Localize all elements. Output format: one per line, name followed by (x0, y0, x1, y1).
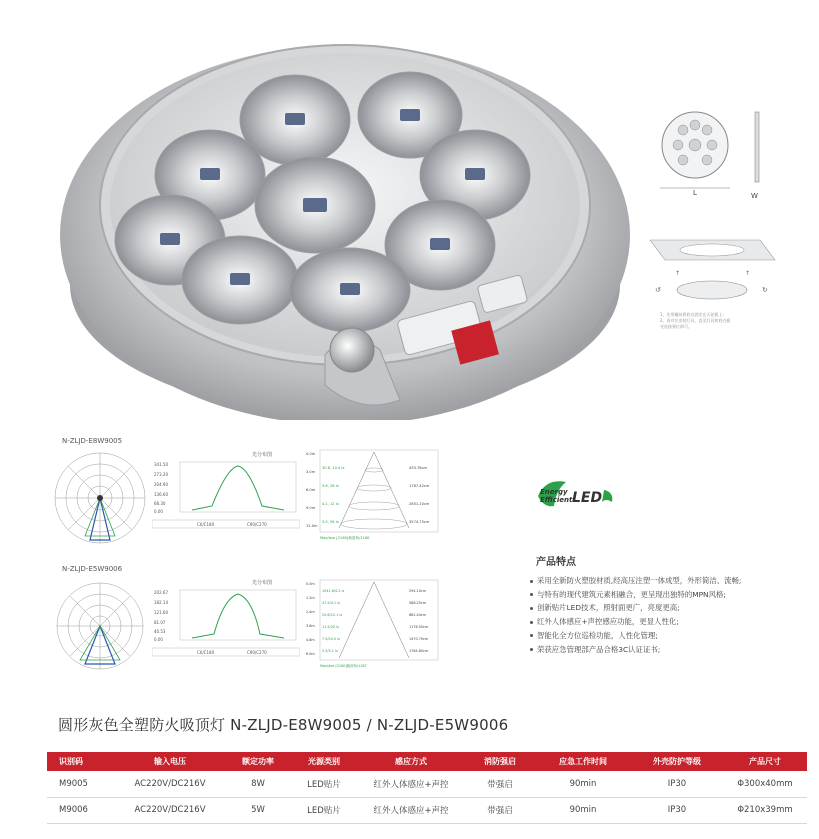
svg-text:68.30: 68.30 (154, 501, 166, 506)
svg-text:6.0m: 6.0m (306, 652, 315, 656)
svg-text:↻: ↻ (762, 286, 768, 294)
svg-text:136.60: 136.60 (154, 492, 168, 497)
svg-text:0.0m: 0.0m (306, 452, 316, 456)
installation-note: 1、先用螺丝将底壳固定在天花板上; 2、再对位安装灯具，直至灯具和底壳板 壳连接到位即可。 (660, 312, 731, 329)
cone-diagram-1 (304, 448, 439, 543)
table-header-row (47, 752, 807, 771)
col-source: 光源类别 (291, 752, 357, 771)
svg-text:9.0m: 9.0m (306, 506, 316, 510)
model-label-1: N-ZLJD-E8W9005 (62, 437, 123, 445)
svg-text:0.0m: 0.0m (306, 582, 315, 586)
feature-item: 红外人体感应+声控感应功能，更显人性化; (530, 615, 800, 629)
svg-text:25.6/12.1 lx: 25.6/12.1 lx (322, 613, 343, 617)
svg-text:2.4m: 2.4m (306, 610, 315, 614)
svg-text:3.6, 28 lx: 3.6, 28 lx (322, 484, 339, 488)
feature-item: 智能化全方位巡检功能，人性化管理; (530, 629, 800, 643)
svg-text:↺: ↺ (655, 286, 661, 294)
svg-text:294.10cm: 294.10cm (409, 589, 427, 593)
svg-text:0.00: 0.00 (154, 637, 163, 642)
product-features (530, 553, 800, 656)
col-size: 产品尺寸 (723, 752, 807, 771)
cone-diagram-2 (304, 578, 439, 670)
table-row: M9006 AC220V/DC216V 5W LED贴片 红外人体感应+声控 带强启 90min IP30 Φ210x39mm (47, 797, 807, 823)
col-id: 识别码 (47, 752, 115, 771)
svg-text:C0/C180: C0/C180 (197, 522, 215, 527)
svg-text:47.5/4.1 lx: 47.5/4.1 lx (322, 601, 341, 605)
product-title: 圆形灰色全塑防火吸顶灯 N-ZLJD-E8W9005 / N-ZLJD-E5W9006 (58, 716, 509, 734)
chart-title-1: 光分布图 (252, 452, 273, 458)
model-label-2: N-ZLJD-E5W9006 (62, 565, 123, 573)
svg-text:Max/Ave [2160]截面角/1180: Max/Ave [2160]截面角/1180 (320, 536, 370, 540)
svg-text:4.1, 12 lx: 4.1, 12 lx (322, 502, 339, 506)
svg-text:0.00: 0.00 (154, 509, 163, 514)
col-fire-start: 消防强启 (465, 752, 535, 771)
svg-text:1764.80cm: 1764.80cm (409, 649, 429, 653)
svg-text:1767.42cm: 1767.42cm (409, 484, 430, 488)
feature-item: 创新贴片LED技术，照射面更广，亮度更高; (530, 601, 800, 615)
svg-text:Energy: Energy (540, 488, 568, 496)
svg-text:4.8m: 4.8m (306, 638, 315, 642)
feature-item: 与特有的现代建筑元素相融合，更呈现出独特的MPN风格; (530, 588, 800, 602)
svg-text:11.5/20 lx: 11.5/20 lx (322, 625, 340, 629)
col-voltage: 输入电压 (115, 752, 225, 771)
svg-text:81.07: 81.07 (154, 620, 166, 625)
svg-text:6.0m: 6.0m (306, 488, 316, 492)
svg-text:12.0m: 12.0m (306, 524, 318, 528)
dim-label-w: W (751, 192, 758, 200)
svg-text:40.53: 40.53 (154, 629, 166, 634)
svg-text:3.0m: 3.0m (306, 470, 316, 474)
svg-text:121.60: 121.60 (154, 610, 168, 615)
spec-table (47, 752, 807, 824)
chart-title-2: 光分布图 (252, 580, 273, 586)
feature-item: 荣获应急管理部产品合格3C认证证书; (530, 643, 800, 657)
svg-text:204.90: 204.90 (154, 482, 168, 487)
svg-text:2651.10cm: 2651.10cm (409, 502, 430, 506)
light-distribution-chart-2 (152, 576, 300, 658)
polar-chart-2 (40, 578, 160, 678)
svg-text:273.20: 273.20 (154, 472, 168, 477)
product-photo (60, 25, 635, 420)
feature-item: 采用全新防火塑胶材质,经高压注塑一体成型，外形简洁、流畅; (530, 574, 800, 588)
svg-text:Max/Ave [2160]截面角/1187: Max/Ave [2160]截面角/1187 (320, 664, 367, 668)
svg-text:7.5/24.5 lx: 7.5/24.5 lx (322, 637, 341, 641)
svg-text:882.44cm: 882.44cm (409, 613, 427, 617)
col-power: 额定功率 (225, 752, 291, 771)
table-row: M9005 AC220V/DC216V 8W LED贴片 红外人体感应+声控 带强启 90min IP30 Φ300x40mm (47, 771, 807, 797)
svg-text:5.5/3.1 lx: 5.5/3.1 lx (322, 649, 338, 653)
col-ip-rating: 外壳防护等级 (631, 752, 723, 771)
svg-text:433.76cm: 433.76cm (409, 466, 428, 470)
svg-text:↑: ↑ (745, 270, 751, 277)
svg-text:1.2m: 1.2m (306, 596, 315, 600)
svg-text:1176.50cm: 1176.50cm (409, 625, 429, 629)
features-title: 产品特点 (536, 557, 576, 568)
polar-chart-1 (40, 448, 160, 553)
energy-efficient-led-logo (536, 476, 616, 516)
dim-label-l: L (693, 189, 697, 197)
svg-text:3.6m: 3.6m (306, 624, 315, 628)
svg-text:3.5, 58 lx: 3.5, 58 lx (322, 520, 339, 524)
svg-text:1041.6/4.2 lx: 1041.6/4.2 lx (322, 589, 345, 593)
svg-text:C90/C270: C90/C270 (247, 522, 267, 527)
svg-text:Efficient: Efficient (540, 496, 573, 504)
light-distribution-chart-1 (152, 448, 300, 530)
svg-text:LED: LED (572, 490, 603, 506)
svg-text:341.50: 341.50 (154, 462, 168, 467)
col-sensing: 感应方式 (357, 752, 465, 771)
svg-text:1470.70cm: 1470.70cm (409, 637, 429, 641)
svg-text:202.67: 202.67 (154, 590, 168, 595)
svg-text:182.14: 182.14 (154, 600, 168, 605)
svg-text:3574.75cm: 3574.75cm (409, 520, 430, 524)
col-emergency-time: 应急工作时间 (535, 752, 631, 771)
svg-text:588.25cm: 588.25cm (409, 601, 427, 605)
svg-text:C90/C270: C90/C270 (247, 650, 267, 655)
svg-text:C0/C180: C0/C180 (197, 650, 215, 655)
pir-sensor-icon (330, 328, 374, 372)
svg-text:30.8, 10.4 lx: 30.8, 10.4 lx (322, 466, 345, 470)
svg-text:↑: ↑ (675, 270, 681, 277)
